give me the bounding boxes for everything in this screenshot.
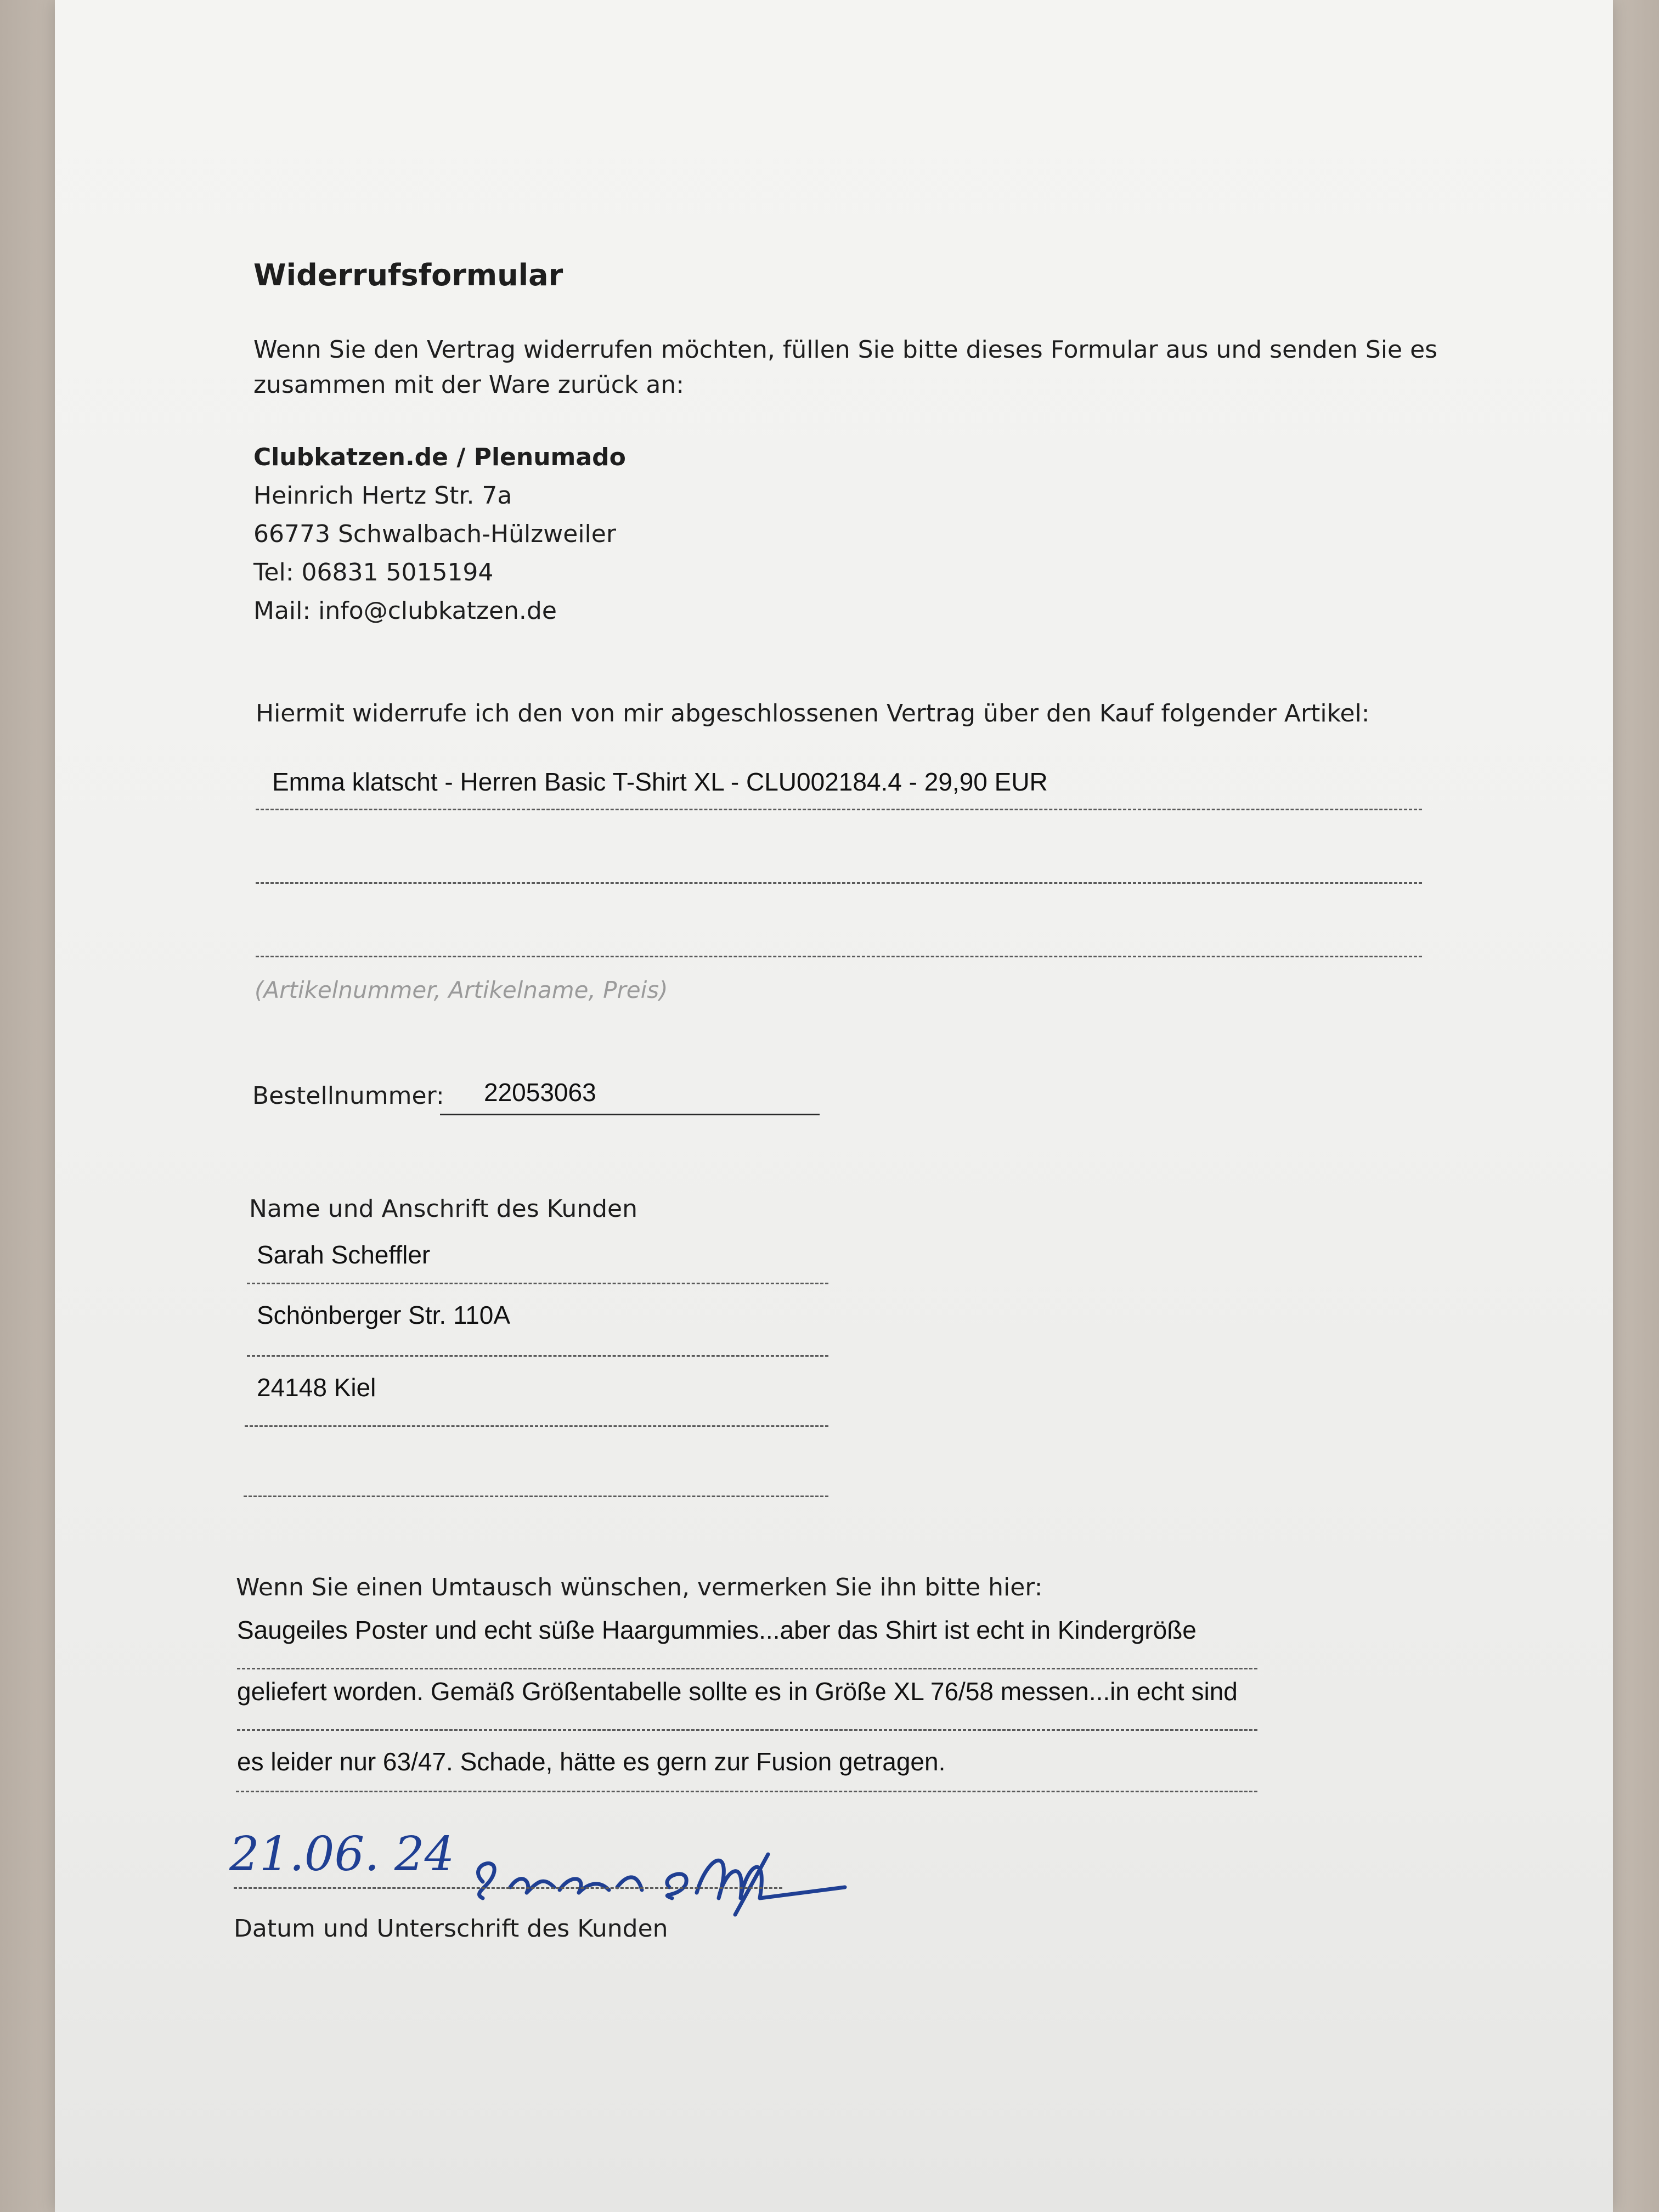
customer-dashed-line-3 xyxy=(245,1425,828,1427)
company-mail: Mail: info@clubkatzen.de xyxy=(253,597,557,625)
customer-label: Name und Anschrift des Kunden xyxy=(249,1195,637,1223)
company-street: Heinrich Hertz Str. 7a xyxy=(253,482,512,510)
order-label: Bestellnummer: xyxy=(252,1082,444,1110)
article-hint: (Artikelnummer, Artikelname, Preis) xyxy=(255,977,668,1003)
signature-date: 21.06. 24 xyxy=(229,1827,455,1882)
signature-label: Datum und Unterschrift des Kunden xyxy=(234,1915,668,1943)
customer-name[interactable]: Sarah Scheffler xyxy=(257,1240,431,1269)
exchange-line-2[interactable]: geliefert worden. Gemäß Größentabelle sollte es in Größe XL 76/58 messen...in echt sind xyxy=(237,1677,1238,1706)
order-number[interactable]: 22053063 xyxy=(484,1078,596,1107)
company-city: 66773 Schwalbach-Hülzweiler xyxy=(253,520,616,548)
exchange-line-3[interactable]: es leider nur 63/47. Schade, hätte es gern zur Fusion getragen. xyxy=(237,1747,946,1776)
exchange-dashed-line-2 xyxy=(237,1729,1257,1731)
intro-line-1: Wenn Sie den Vertrag widerrufen möchten, füllen Sie bitte dieses Formular aus und senden Sie es xyxy=(253,336,1438,364)
article-dashed-line-2 xyxy=(256,882,1422,884)
customer-dashed-line-4 xyxy=(244,1496,828,1497)
form-title: Widerrufsformular xyxy=(253,258,563,292)
exchange-line-1[interactable]: Saugeiles Poster und echt süße Haargummies...aber das Shirt ist echt in Kindergröße xyxy=(237,1616,1197,1644)
company-tel: Tel: 06831 5015194 xyxy=(253,558,494,586)
article-line-1[interactable]: Emma klatscht - Herren Basic T-Shirt XL - CLU002184.4 - 29,90 EUR xyxy=(272,768,1048,796)
order-number-line xyxy=(440,1114,820,1115)
exchange-label: Wenn Sie einen Umtausch wünschen, vermerken Sie ihn bitte hier: xyxy=(236,1573,1043,1601)
customer-dashed-line-1 xyxy=(247,1283,828,1284)
customer-city[interactable]: 24148 Kiel xyxy=(257,1373,376,1402)
form-sheet xyxy=(55,0,1613,2212)
revocation-text: Hiermit widerrufe ich den von mir abgeschlossenen Vertrag über den Kauf folgender Artikel: xyxy=(256,699,1370,727)
company-name: Clubkatzen.de / Plenumado xyxy=(253,443,626,471)
exchange-dashed-line-1 xyxy=(237,1668,1257,1669)
exchange-dashed-line-3 xyxy=(236,1791,1257,1792)
signature-dashed-line xyxy=(234,1887,782,1889)
customer-dashed-line-2 xyxy=(247,1355,828,1357)
article-dashed-line-1 xyxy=(256,809,1422,810)
article-dashed-line-3 xyxy=(256,956,1422,957)
intro-line-2: zusammen mit der Ware zurück an: xyxy=(253,371,685,399)
customer-street[interactable]: Schönberger Str. 110A xyxy=(257,1301,510,1329)
